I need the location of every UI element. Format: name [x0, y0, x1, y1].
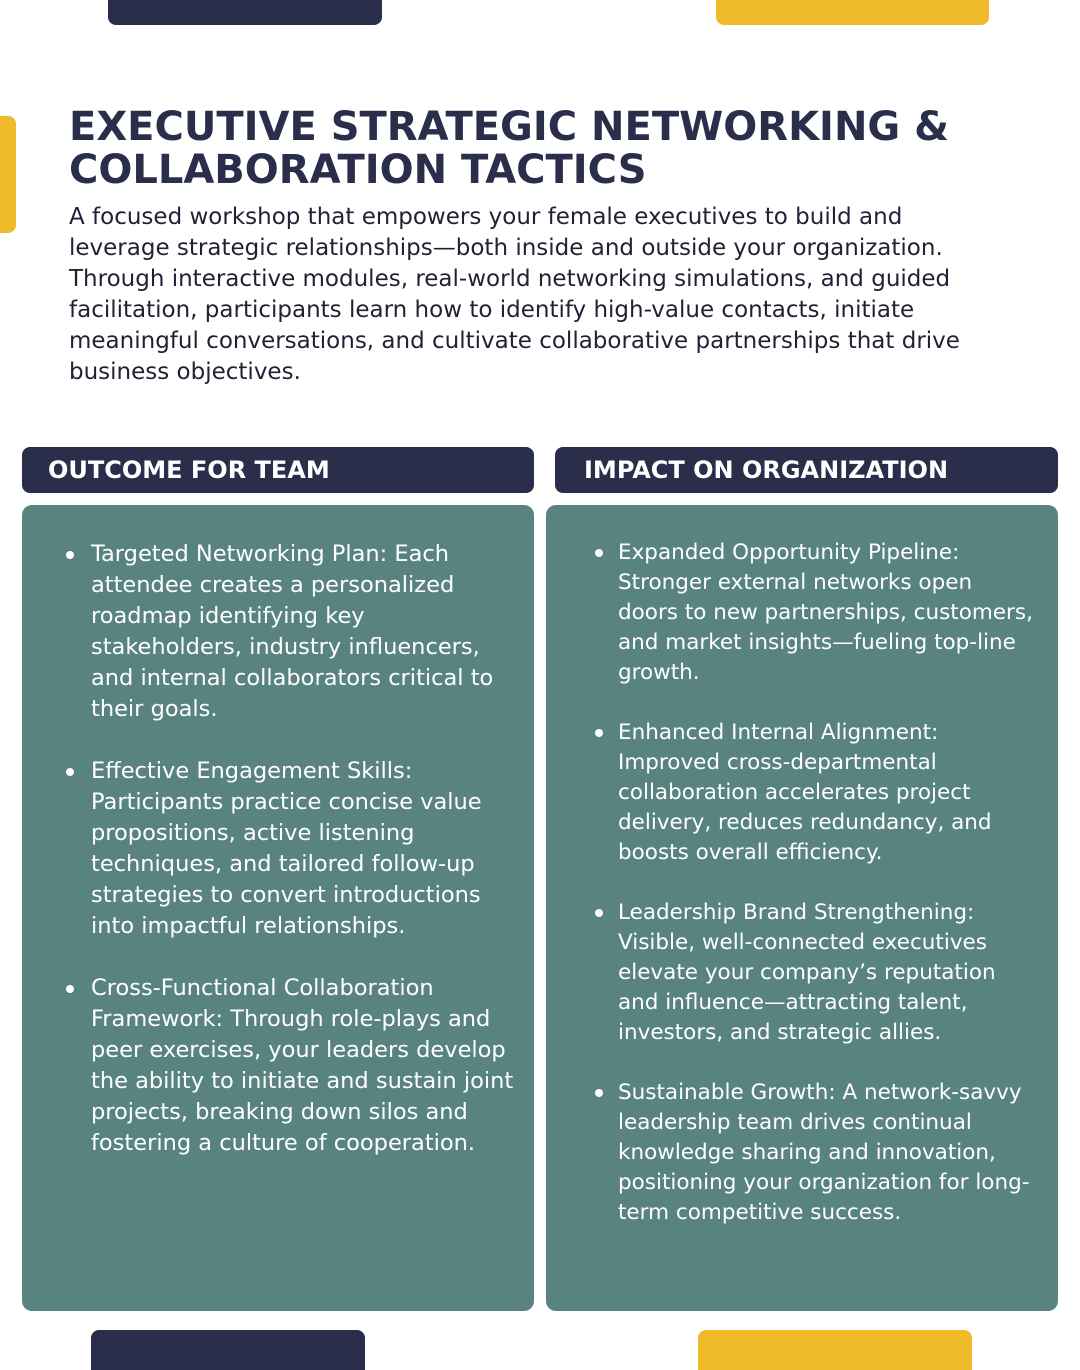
impact-heading: IMPACT ON ORGANIZATION — [555, 447, 1058, 493]
decorative-tab-left — [0, 116, 16, 233]
outcome-item: Cross-Functional Collaboration Framework: Through role-plays and peer exercises, your leaders develop the ability to initiate and sustain joint projects, breaking down silos and fostering a culture of cooperation. — [91, 973, 514, 1159]
page-title: EXECUTIVE STRATEGIC NETWORKING & COLLABORATION TACTICS — [69, 104, 950, 193]
decorative-tab-bottom-left — [91, 1330, 365, 1370]
outcome-item: Effective Engagement Skills: Participants practice concise value propositions, active listening techniques, and tailored follow-up strategies to convert introductions into impactful relationships. — [91, 756, 514, 942]
decorative-tab-bottom-right — [698, 1330, 972, 1370]
outcome-list — [22, 505, 534, 1159]
impact-item: Sustainable Growth: A network-savvy leadership team drives continual knowledge sharing and innovation, positioning your organization for long-term competitive success. — [618, 1078, 1036, 1228]
decorative-tab-top-left — [108, 0, 382, 25]
impact-panel — [546, 505, 1058, 1311]
decorative-tab-top-right — [716, 0, 989, 25]
outcome-item: Targeted Networking Plan: Each attendee creates a personalized roadmap identifying key stakeholders, industry influencers, and internal collaborators critical to their goals. — [91, 539, 514, 725]
impact-item: Leadership Brand Strengthening: Visible, well-connected executives elevate your company’s reputation and influence—attracting talent, investors, and strategic allies. — [618, 898, 1036, 1048]
intro-paragraph: A focused workshop that empowers your female executives to build and leverage strategic relationships—both inside and outside your organization. Through interactive modules, real-world networking simulations, and guided facilitation, participants learn how to identify high-value contacts, initiate meaningful conversations, and cultivate collaborative partnerships that drive business objectives. — [69, 204, 960, 385]
outcome-panel — [22, 505, 534, 1311]
impact-item: Expanded Opportunity Pipeline: Stronger external networks open doors to new partnerships, customers, and market insights—fueling top-line growth. — [618, 538, 1036, 688]
impact-item: Enhanced Internal Alignment: Improved cross-departmental collaboration accelerates project delivery, reduces redundancy, and boosts overall efficiency. — [618, 718, 1036, 868]
impact-list — [546, 505, 1058, 1228]
outcome-heading: OUTCOME FOR TEAM — [22, 447, 534, 493]
